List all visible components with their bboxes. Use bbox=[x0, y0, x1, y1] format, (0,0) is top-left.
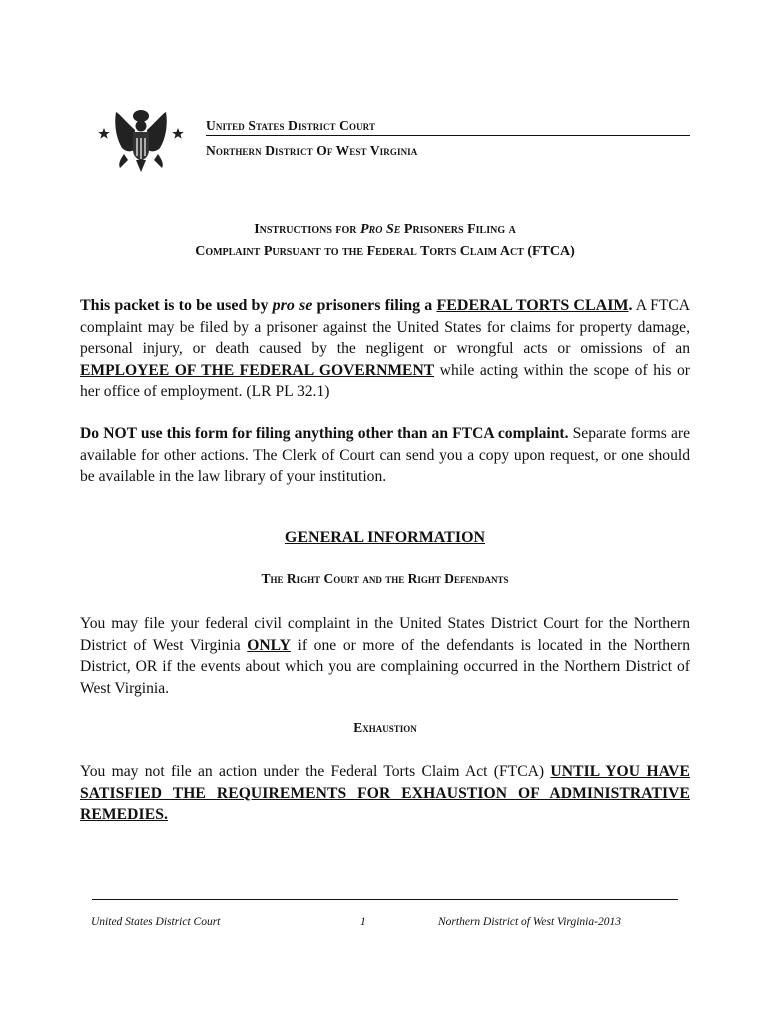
court-heading bbox=[206, 118, 690, 159]
only-emphasis: ONLY bbox=[247, 636, 291, 654]
title-line-1 bbox=[80, 219, 690, 241]
title-line-2: Complaint Pursuant to the Federal Torts Claim Act (FTCA) bbox=[195, 244, 575, 259]
title-text: Instructions for bbox=[254, 222, 360, 237]
title-italic-text: Pro Se bbox=[360, 222, 401, 237]
intro-paragraph bbox=[80, 295, 690, 403]
intro-text: A FTCA complaint may be filed by a prisoner against the United States for claims for property damage, personal injury, or death caused by the negligent or wrongful acts or omissions of an bbox=[80, 297, 691, 358]
right-court-paragraph bbox=[80, 613, 690, 699]
title-text: Prisoners Filing a bbox=[400, 222, 516, 237]
intro-italic-text: pro se bbox=[272, 297, 313, 314]
court-name-line: United States District Court bbox=[206, 118, 690, 136]
exhaustion-emphasis: UNTIL YOU HAVE SATISFIED THE REQUIREMENTS FOR EXHAUSTION OF ADMINISTRATIVE REMEDIES. bbox=[80, 763, 690, 824]
page-number: 1 bbox=[360, 916, 366, 928]
right-court-text: You may file your federal civil complaint in the United States District Court for the Northern District of West Virginia bbox=[80, 615, 690, 654]
right-court-heading: The Right Court and the Right Defendants bbox=[261, 571, 509, 586]
intro-period: . bbox=[628, 297, 633, 314]
warning-text: Separate forms are available for other actions. The Clerk of Court can send you a copy upon request, or one should be available in the law library of your institution. bbox=[80, 425, 690, 486]
exhaustion-text: You may not file an action under the Federal Torts Claim Act (FTCA) bbox=[80, 763, 551, 780]
intro-text-end: while acting within the scope of his or her office of employment. (LR PL 32.1) bbox=[80, 361, 690, 401]
footer-left: United States District Court bbox=[91, 916, 221, 928]
court-district-line: Northern District Of West Virginia bbox=[206, 143, 418, 158]
exhaustion-paragraph bbox=[80, 761, 690, 826]
exhaustion-heading: Exhaustion bbox=[353, 720, 417, 735]
warning-paragraph bbox=[80, 423, 690, 488]
document-title bbox=[80, 219, 690, 263]
intro-bold-text: This packet is to be used by bbox=[80, 297, 273, 314]
footer-right: Northern District of West Virginia-2013 bbox=[438, 916, 621, 928]
right-court-text-end: if one or more of the defendants is located in the Northern District, OR if the events about which you are complaining occurred in the Northern District of West Virginia. bbox=[80, 636, 690, 697]
intro-underlined-emphasis: EMPLOYEE OF THE FEDERAL GOVERNMENT bbox=[80, 361, 435, 379]
great-seal-icon bbox=[98, 106, 184, 178]
intro-bold-text: prisoners filing a bbox=[312, 297, 437, 314]
general-information-heading: GENERAL INFORMATION bbox=[284, 529, 486, 546]
intro-underlined-text: FEDERAL TORTS CLAIM bbox=[436, 297, 629, 314]
warning-bold-text: Do NOT use this form for filing anything other than an FTCA complaint. bbox=[80, 425, 569, 442]
footer-divider bbox=[92, 899, 678, 900]
